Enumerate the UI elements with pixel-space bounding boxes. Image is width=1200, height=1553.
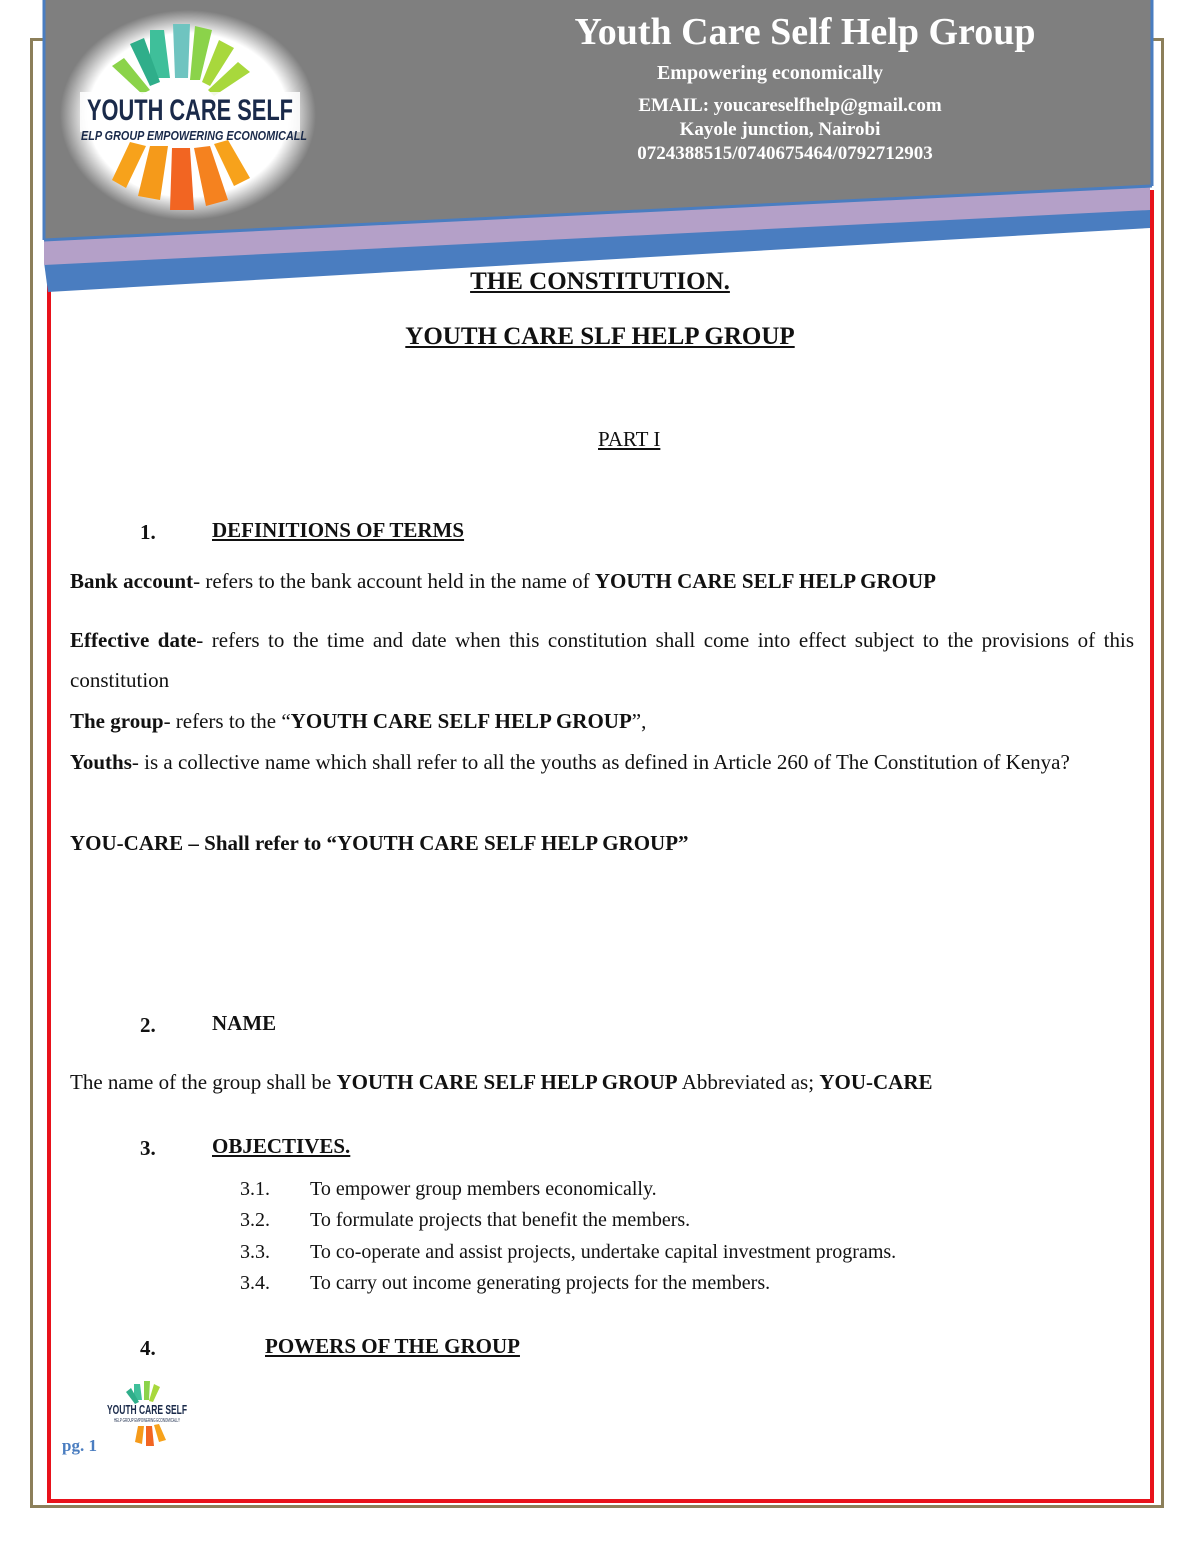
contact-phones: 0724388515/0740675464/0792712903 bbox=[637, 143, 933, 164]
logo-subtitle: ELP GROUP EMPOWERING ECONOMICALL bbox=[81, 128, 308, 143]
term: Youths bbox=[70, 750, 132, 774]
objective-number: 3.4. bbox=[240, 1272, 270, 1294]
section-number: 4. bbox=[140, 1336, 156, 1360]
objective-text: To empower group members economically. bbox=[310, 1178, 657, 1200]
objective-number: 3.1. bbox=[240, 1178, 270, 1200]
objective-number: 3.3. bbox=[240, 1241, 270, 1263]
definition-text: - refers to the bank account held in the name of bbox=[193, 569, 595, 593]
section-number: 3. bbox=[140, 1136, 156, 1160]
definition-you-care: YOU-CARE – Shall refer to “YOUTH CARE SELF HELP GROUP” bbox=[70, 831, 689, 855]
part-heading: PART I bbox=[598, 427, 661, 451]
name-text: The name of the group shall be bbox=[70, 1070, 337, 1094]
page-number: pg. 1 bbox=[62, 1436, 97, 1455]
footer-logo-title: YOUTH CARE SELF bbox=[107, 1402, 188, 1417]
objective-text: To formulate projects that benefit the members. bbox=[310, 1209, 691, 1231]
header-logo bbox=[60, 10, 316, 220]
footer-logo bbox=[104, 1378, 190, 1448]
group-name: YOUTH CARE SELF HELP GROUP bbox=[594, 569, 936, 593]
section-number: 1. bbox=[140, 520, 156, 544]
section-heading-name: NAME bbox=[212, 1011, 277, 1035]
section-heading-definitions: DEFINITIONS OF TERMS bbox=[212, 518, 465, 542]
definition-text: - refers to the “ bbox=[163, 709, 291, 733]
definition-bank-account bbox=[70, 562, 1140, 602]
abbrev-text: Abbreviated as; bbox=[677, 1070, 820, 1094]
definition-text: - refers to the time and date when this constitution shall come into effect subject to the provisions of this constitution bbox=[70, 628, 1135, 692]
abbreviation: YOU-CARE bbox=[819, 1070, 933, 1094]
definition-the-group bbox=[70, 702, 1140, 742]
organization-name: Youth Care Self Help Group bbox=[574, 11, 1036, 53]
section-heading-objectives: OBJECTIVES. bbox=[212, 1134, 351, 1158]
group-name: YOUTH CARE SELF HELP GROUP bbox=[336, 1070, 678, 1094]
term: The group bbox=[70, 709, 164, 733]
footer-logo-subtitle: HELP GROUP EMPOWERING ECONOMICALLY bbox=[114, 1418, 181, 1424]
term: Bank account bbox=[70, 569, 194, 593]
objective-text: To co-operate and assist projects, undertake capital investment programs. bbox=[310, 1241, 897, 1263]
objective-text: To carry out income generating projects for the members. bbox=[310, 1272, 771, 1294]
definition-text: - is a collective name which shall refer to all the youths as defined in Article 260 of The Constitution of Kenya? bbox=[131, 750, 1070, 774]
contact-address: Kayole junction, Nairobi bbox=[679, 119, 881, 140]
definition-end: ”, bbox=[631, 709, 647, 733]
objective-number: 3.2. bbox=[240, 1209, 270, 1231]
definition-youths bbox=[70, 743, 1134, 783]
contact-email: EMAIL: youcareselfhelp@gmail.com bbox=[638, 95, 942, 116]
organization-tagline: Empowering economically bbox=[656, 62, 884, 84]
document-title: THE CONSTITUTION. bbox=[470, 268, 730, 295]
name-paragraph bbox=[70, 1063, 1140, 1103]
section-number: 2. bbox=[140, 1013, 156, 1037]
group-name: YOUTH CARE SELF HELP GROUP bbox=[290, 709, 632, 733]
section-heading-powers: POWERS OF THE GROUP bbox=[265, 1334, 520, 1358]
document-subtitle: YOUTH CARE SLF HELP GROUP bbox=[405, 323, 795, 350]
definition-effective-date bbox=[70, 621, 1134, 701]
logo-title: YOUTH CARE SELF bbox=[87, 94, 293, 127]
term: Effective date bbox=[70, 628, 197, 652]
